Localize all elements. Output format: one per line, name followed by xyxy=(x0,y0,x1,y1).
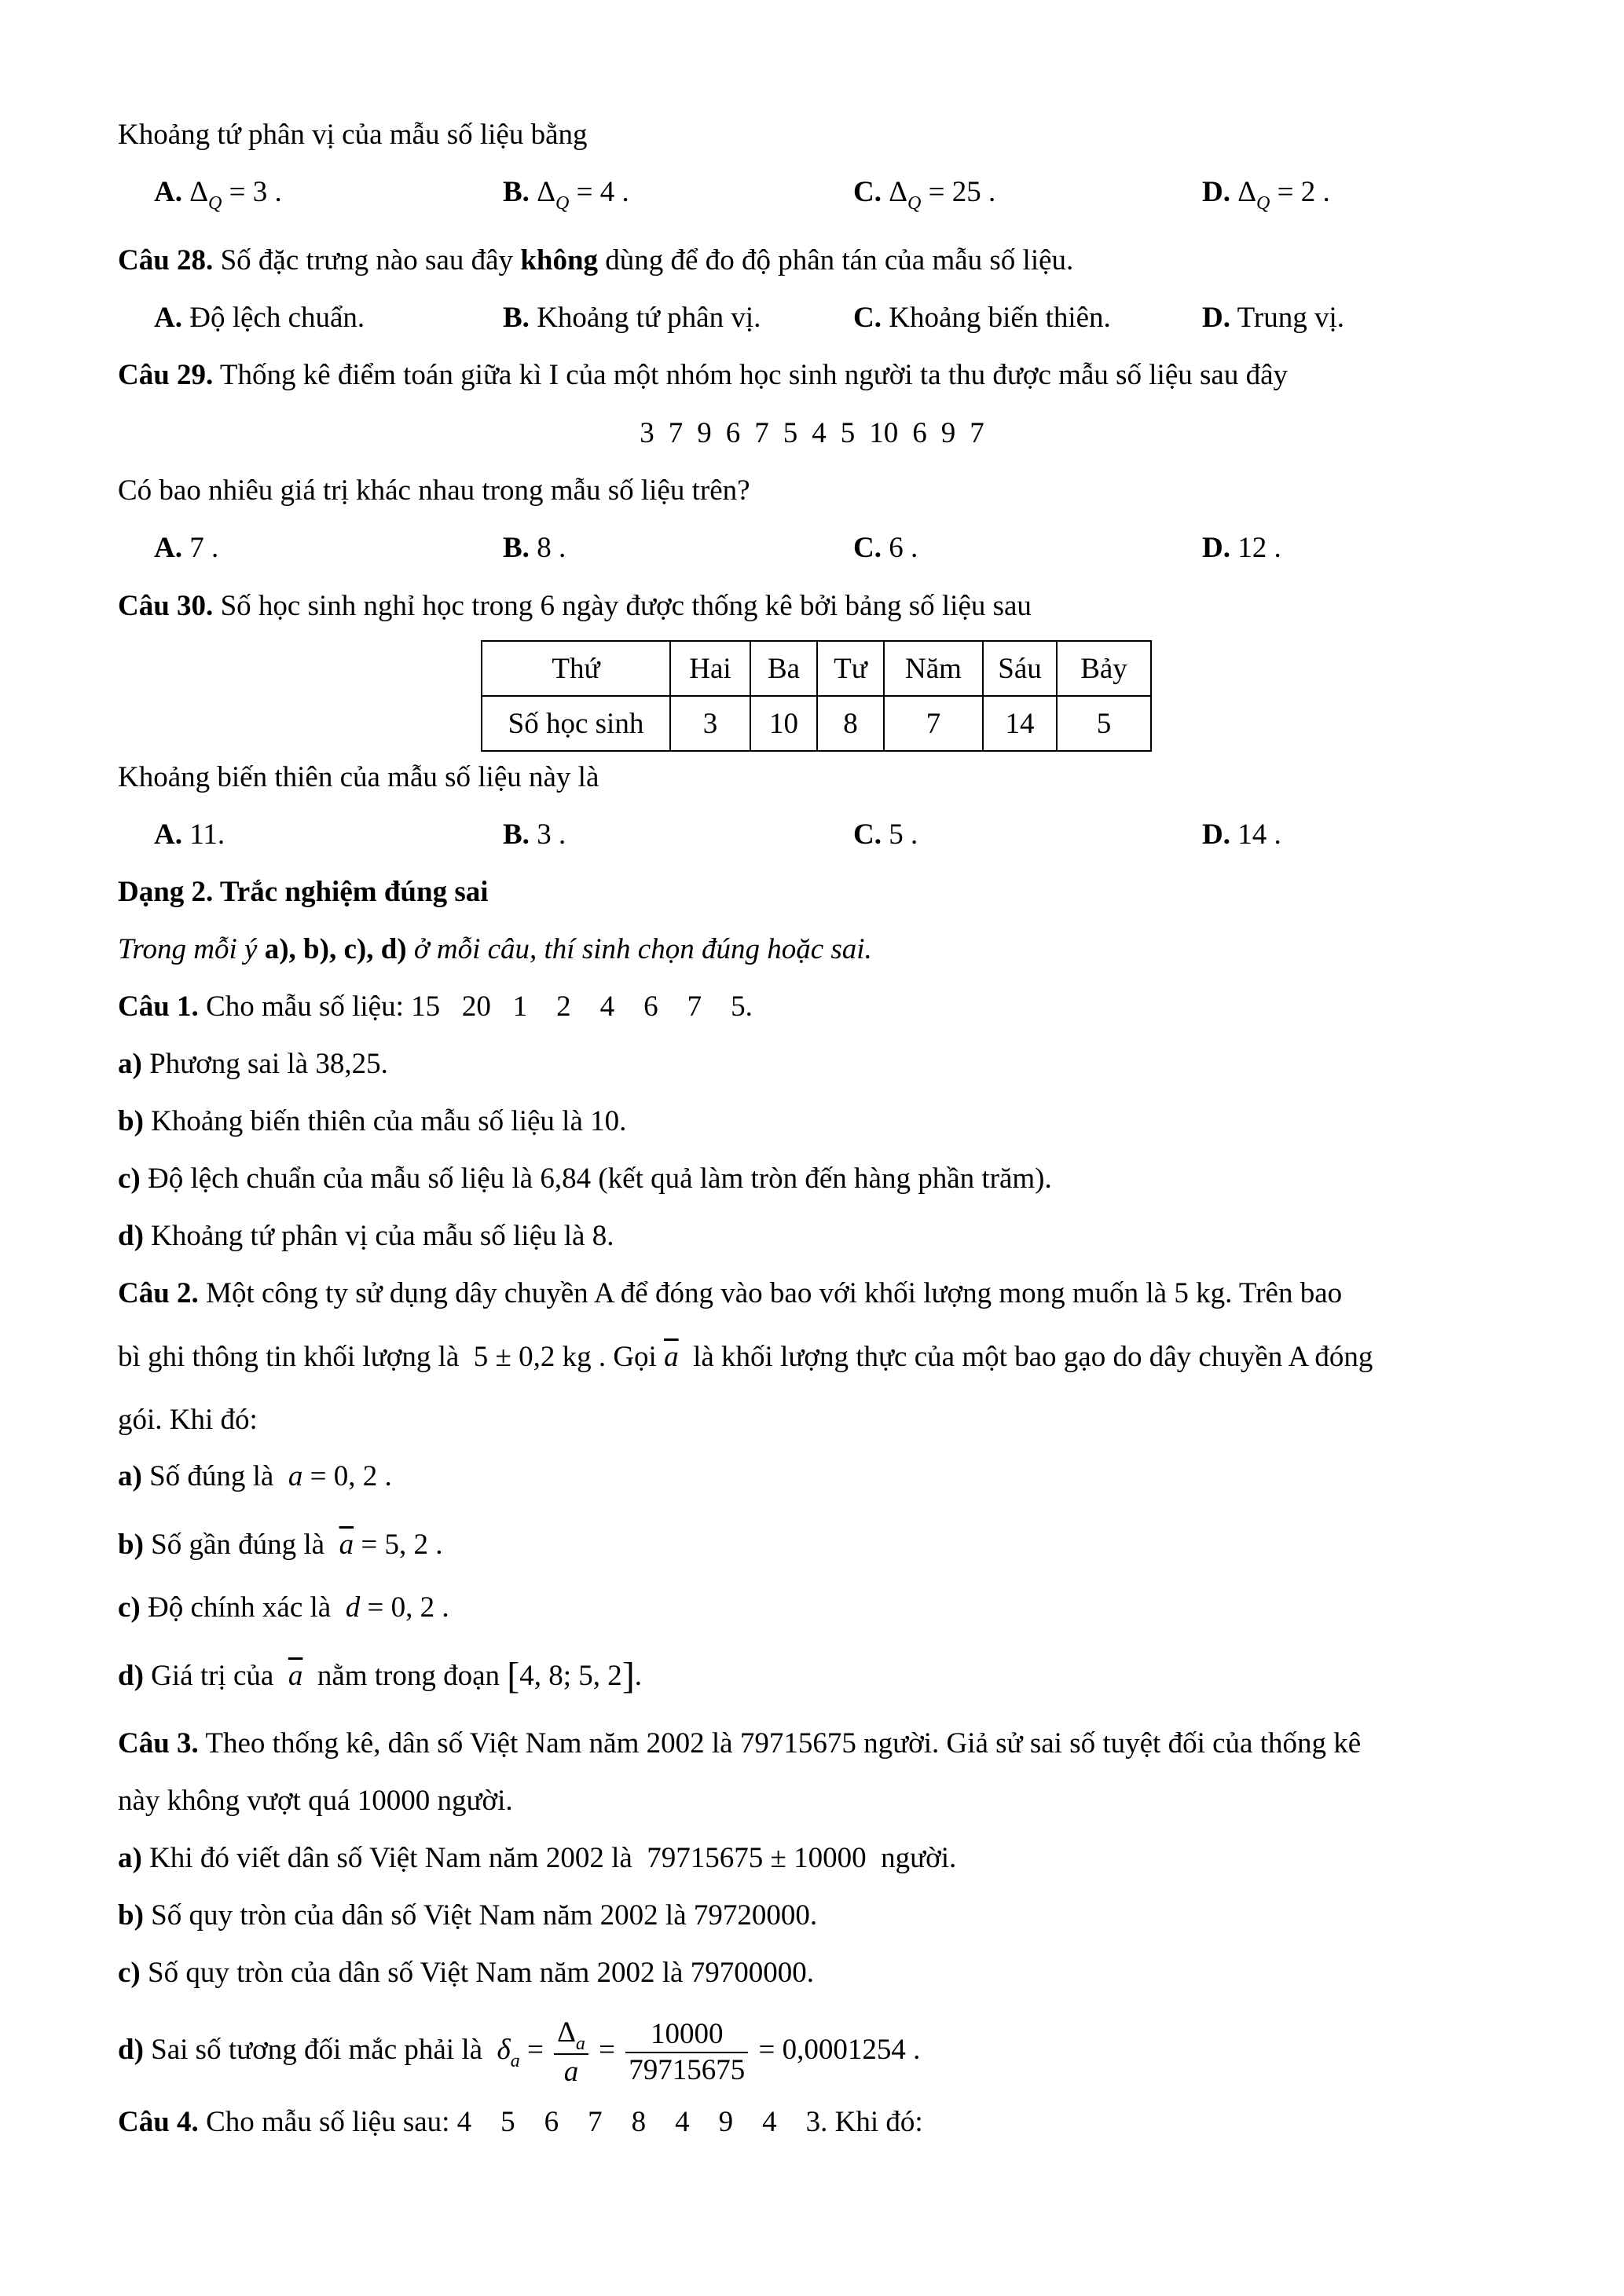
q29-option-c[interactable]: C. 6 . xyxy=(853,532,918,564)
right-bracket: ] xyxy=(621,1655,635,1697)
tf3-item-d: d) Sai số tương đối mắc phải là $\delta_a$ = $\frac{\Delta_a}{a}$ = $\frac{10000}{79715675}$ = 0,0001254 . xyxy=(118,2016,921,2088)
question-number: Câu 30. xyxy=(118,590,214,622)
table-cell: 7 xyxy=(884,696,983,751)
table-cell: Sáu xyxy=(983,641,1057,696)
q27-option-c[interactable]: C. $\Delta_Q = 25$ . xyxy=(853,176,996,214)
q29-options xyxy=(0,531,1624,566)
q28-stem: Câu 28. Số đặc trưng nào sau đây không dùng để đo độ phân tán của mẫu số liệu. xyxy=(118,244,1074,276)
tf3-item-b: b) Số quy tròn của dân số Việt Nam năm 2002 là 79720000. xyxy=(118,1899,818,1932)
tf2-item-d: d) Giá trị của $\overline{a}$ nằm trong đoạn [4, 8; 5, 2]. xyxy=(118,1655,643,1697)
question-number: Câu 2. xyxy=(118,1277,199,1309)
q28-option-a[interactable]: A. Độ lệch chuẩn. xyxy=(154,302,365,334)
tf3-item-c: c) Số quy tròn của dân số Việt Nam năm 2002 là 79700000. xyxy=(118,1957,814,1989)
delta-symbol: δ xyxy=(497,2034,511,2066)
table-cell: 3 xyxy=(670,696,750,751)
q29-stem: Câu 29. Thống kê điểm toán giữa kì I của một nhóm học sinh người ta thu được mẫu số liệu sau đây xyxy=(118,359,1288,391)
q30-option-d[interactable]: D. 14 . xyxy=(1202,818,1281,851)
fraction-delta-over-a: $\frac{\Delta_a}{a}$ xyxy=(554,2016,588,2089)
q27-options xyxy=(0,175,1624,214)
q30-option-c[interactable]: C. 5 . xyxy=(853,818,918,851)
q30-stem: Câu 30. Số học sinh nghỉ học trong 6 ngày được thống kê bởi bảng số liệu sau xyxy=(118,590,1032,622)
q29-data-sequence: 3 7 9 6 7 5 4 5 10 6 9 7 xyxy=(640,417,984,449)
table-cell: Năm xyxy=(884,641,983,696)
section-instruction: Trong mỗi ý a), b), c), d) ở mỗi câu, thí sinh chọn đúng hoặc sai. xyxy=(118,933,872,965)
table-cell: 10 xyxy=(750,696,817,751)
tf2-item-c: c) Độ chính xác là d = 0, 2 . xyxy=(118,1591,449,1624)
table-cell: Bảy xyxy=(1057,641,1151,696)
tf3-stem-line2: này không vượt quá 10000 người. xyxy=(118,1785,513,1817)
emphasis: không xyxy=(520,244,599,276)
tf1-stem: Câu 1. Cho mẫu số liệu: 15 20 1 2 4 6 7 5. xyxy=(118,991,753,1023)
tf3-item-a: a) Khi đó viết dân số Việt Nam năm 2002 là 79715675 ± 10000 người. xyxy=(118,1842,957,1874)
table-row xyxy=(482,696,1151,751)
q29-option-a[interactable]: A. 7 . xyxy=(154,532,219,564)
q27-option-d[interactable]: D. $\Delta_Q = 2$ . xyxy=(1202,176,1330,214)
question-number: Câu 3. xyxy=(118,1727,199,1760)
tf2-item-a: a) Số đúng là a = 0, 2 . xyxy=(118,1460,392,1492)
tf2-item-b: b) Số gần đúng là $\overline{a} = 5$, 2 . xyxy=(118,1529,443,1561)
table-cell: Ba xyxy=(750,641,817,696)
tf2-stem-line1: Câu 2. Một công ty sử dụng dây chuyền A để đóng vào bao với khối lượng mong muốn là 5 kg. Trên bao xyxy=(118,1277,1343,1309)
q30-question: Khoảng biến thiên của mẫu số liệu này là xyxy=(118,761,599,793)
q30-option-a[interactable]: A. 11. xyxy=(154,818,225,851)
tf4-stem: Câu 4. Cho mẫu số liệu sau: 4 5 6 7 8 4 9 4 3. Khi đó: xyxy=(118,2106,923,2138)
question-number: Câu 1. xyxy=(118,991,199,1023)
q30-absence-table xyxy=(481,640,1152,752)
q27-option-b[interactable]: B. $\Delta_Q = 4$ . xyxy=(503,176,629,214)
q28-option-b[interactable]: B. Khoảng tứ phân vị. xyxy=(503,302,761,334)
tf1-item-b: b) Khoảng biến thiên của mẫu số liệu là 10. xyxy=(118,1105,627,1137)
q29-option-b[interactable]: B. 8 . xyxy=(503,532,566,564)
tf3-stem-line1: Câu 3. Theo thống kê, dân số Việt Nam năm 2002 là 79715675 người. Giả sử sai số tuyệt đối của thống kê xyxy=(118,1727,1362,1760)
fraction-values: $\frac{10000}{79715675}$ xyxy=(625,2017,748,2088)
table-cell: Số học sinh xyxy=(482,696,670,751)
q29-option-d[interactable]: D. 12 . xyxy=(1202,532,1281,564)
tf1-item-a: a) Phương sai là 38,25. xyxy=(118,1048,388,1080)
q30-option-b[interactable]: B. 3 . xyxy=(503,818,566,851)
table-cell: Tư xyxy=(817,641,884,696)
tf1-item-d: d) Khoảng tứ phân vị của mẫu số liệu là 8. xyxy=(118,1220,614,1252)
question-number: Câu 28. xyxy=(118,244,214,276)
tf1-item-c: c) Độ lệch chuẩn của mẫu số liệu là 6,84 (kết quả làm tròn đến hàng phần trăm). xyxy=(118,1163,1052,1195)
table-header-row xyxy=(482,641,1151,696)
table-cell: Thứ xyxy=(482,641,670,696)
table-cell: Hai xyxy=(670,641,750,696)
q29-question: Có bao nhiêu giá trị khác nhau trong mẫu số liệu trên? xyxy=(118,474,750,507)
table-cell: 8 xyxy=(817,696,884,751)
left-bracket: [ xyxy=(507,1655,520,1697)
q28-options xyxy=(0,301,1624,335)
tf2-stem-line2: bì ghi thông tin khối lượng là 5 ± 0,2 kg . Gọi $\overline{a}$ là khối lượng thực của một bao gạo do dây chuyền A đóng xyxy=(118,1341,1373,1373)
table-cell: 14 xyxy=(983,696,1057,751)
q30-options xyxy=(0,818,1624,852)
tf2-stem-line3: gói. Khi đó: xyxy=(118,1404,258,1436)
question-number: Câu 4. xyxy=(118,2106,199,2138)
question-number: Câu 29. xyxy=(118,359,214,391)
q28-option-c[interactable]: C. Khoảng biến thiên. xyxy=(853,302,1111,334)
q28-option-d[interactable]: D. Trung vị. xyxy=(1202,302,1344,334)
q27-prompt: Khoảng tứ phân vị của mẫu số liệu bằng xyxy=(118,119,588,151)
section-title: Dạng 2. Trắc nghiệm đúng sai xyxy=(118,876,489,908)
q27-option-a[interactable]: A. $\Delta_Q = 3$ . xyxy=(154,176,282,214)
table-cell: 5 xyxy=(1057,696,1151,751)
